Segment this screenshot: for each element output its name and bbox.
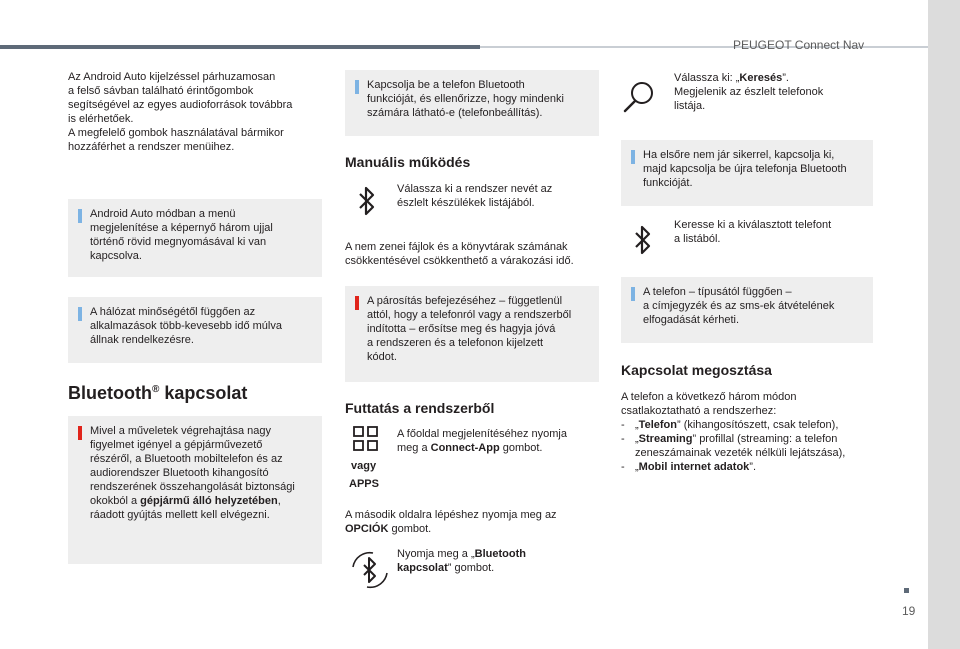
- info-bar: [631, 287, 635, 301]
- list-item: [621, 432, 886, 460]
- list-item-text: [635, 432, 845, 460]
- share-heading: Kapcsolat megosztása: [621, 362, 772, 378]
- btconn-bold: Bluetooth: [474, 548, 526, 560]
- list-item-text: [635, 418, 838, 432]
- run-heading: Futtatás a rendszerből: [345, 400, 495, 416]
- info-line: megjelenítése a képernyő három ujjal: [90, 222, 273, 234]
- note-text: [345, 240, 605, 268]
- warn-line: kódot.: [367, 351, 397, 363]
- info-line: funkcióját.: [643, 177, 693, 189]
- info-box-text: [90, 305, 312, 347]
- apps-grid-icon: [353, 426, 379, 452]
- page2-line: [345, 522, 605, 536]
- btconn-line: [397, 547, 597, 561]
- btconn-bold: kapcsolat: [397, 562, 448, 574]
- run-text: [397, 427, 597, 455]
- warning-box-safety: [68, 416, 322, 564]
- info-line: Android Auto módban a menü: [90, 208, 236, 220]
- bluetooth-icon: [356, 185, 378, 217]
- warn-line: A párosítás befejezéséhez – függetlenül: [367, 295, 563, 307]
- intro-line: a felső sávban található érintőgombok: [68, 85, 254, 97]
- info-line: számára látható-e (telefonbeállítás).: [367, 107, 543, 119]
- run-line: A főoldal megjelenítéséhez nyomja: [397, 428, 567, 440]
- list-dash: -: [621, 461, 625, 473]
- vagy-label: vagy: [351, 460, 377, 472]
- search-line: [674, 71, 874, 85]
- search-line: Megjelenik az észlelt telefonok: [674, 86, 824, 98]
- btconn-text-part: ” gombot.: [447, 562, 495, 574]
- search-line: listája.: [674, 100, 706, 112]
- info-box-bluetooth-on: [345, 70, 599, 136]
- info-line: A telefon – típusától függően –: [643, 286, 792, 298]
- quote: „: [635, 419, 639, 431]
- warn-text: okokból a: [90, 495, 141, 507]
- kereses-label: Keresés: [739, 72, 783, 84]
- header-title: PEUGEOT Connect Nav: [733, 38, 865, 52]
- page2-line: A második oldalra lépéshez nyomja meg az: [345, 509, 557, 521]
- search-icon: [622, 80, 656, 114]
- list-item: [621, 418, 886, 432]
- info-line: kapcsolva.: [90, 250, 142, 262]
- page-number: 19: [902, 604, 916, 618]
- intro-text: [68, 70, 323, 154]
- warn-line: rendszerének összehangolását biztonsági: [90, 481, 295, 493]
- opciok-label: OPCIÓK: [345, 523, 389, 535]
- info-line: A hálózat minőségétől függően az: [90, 306, 256, 318]
- list-item-text: [635, 460, 756, 474]
- warn-line: Mivel a műveletek végrehajtása nagy: [90, 425, 271, 437]
- intro-line: is elérhetőek.: [68, 113, 134, 125]
- info-line: elfogadását kérheti.: [643, 314, 740, 326]
- info-bar: [78, 307, 82, 321]
- manual-text: [397, 182, 597, 210]
- bluetooth-connection-icon: [350, 550, 390, 590]
- info-box-retry: [621, 140, 873, 206]
- info-bar: [78, 209, 82, 223]
- warning-bar: [355, 296, 359, 310]
- intro-line: Az Android Auto kijelzéssel párhuzamosan: [68, 71, 276, 83]
- warn-line: a rendszeren és a telefonon kijelzett: [367, 337, 544, 349]
- btconn-text-part: Nyomja meg a „: [397, 548, 475, 560]
- warn-line: részéről, a Bluetooth mobiltelefon és az: [90, 453, 283, 465]
- bluetooth-heading-text: Bluetooth: [68, 383, 152, 403]
- warn-line: ráadott gyújtás mellett kell elvégezni.: [90, 509, 270, 521]
- info-bar: [631, 150, 635, 164]
- search-text-part: Válassza ki: „: [674, 72, 740, 84]
- share-line: csatlakoztatható a rendszerhez:: [621, 405, 777, 417]
- info-line: Kapcsolja be a telefon Bluetooth: [367, 79, 525, 91]
- list-item: [621, 460, 886, 474]
- warning-box-text: [90, 424, 312, 522]
- list-item-rest: ” profillal (streaming: a telefon: [692, 433, 838, 445]
- run-text-part: gombot.: [499, 442, 543, 454]
- page2-text-part: gombot.: [388, 523, 432, 535]
- intro-line: segítségével az egyes audioforrások továbbra: [68, 99, 293, 111]
- btconn-line: [397, 561, 597, 575]
- select-text: [674, 218, 874, 246]
- info-line: funkcióját, és ellenőrizze, hogy mindenki: [367, 93, 564, 105]
- info-box-text: [90, 207, 312, 263]
- warn-line: attól, hogy a telefonról vagy a rendszerből: [367, 309, 572, 321]
- list-dash: -: [621, 433, 625, 445]
- run-line: [397, 441, 597, 455]
- info-line: a címjegyzék és az sms-ek átvételének: [643, 300, 835, 312]
- info-box-text: [643, 148, 863, 190]
- info-line: alkalmazások több-kevesebb idő múlva: [90, 320, 282, 332]
- manual-line: Válassza ki a rendszer nevét az: [397, 183, 553, 195]
- info-box-contacts: [621, 277, 873, 343]
- warning-bar: [78, 426, 82, 440]
- warn-line: [90, 494, 312, 508]
- info-box-network: [68, 297, 322, 363]
- list-item-rest: ”.: [749, 461, 757, 473]
- info-line: Ha elsőre nem jár sikerrel, kapcsolja ki,: [643, 149, 835, 161]
- quote: „: [635, 433, 639, 445]
- warn-line: audiorendszer Bluetooth kihangosító: [90, 467, 269, 479]
- intro-line: A megfelelő gombok használatával bármikor: [68, 127, 284, 139]
- share-line: A telefon a következő három módon: [621, 391, 797, 403]
- header-line: [0, 45, 480, 49]
- list-item-bold: Streaming: [638, 433, 693, 445]
- info-line: történő rövid megnyomásával ki van: [90, 236, 267, 248]
- btconn-text: [397, 547, 597, 575]
- note-line: csökkentésével csökkenthető a várakozási idő.: [345, 255, 574, 267]
- list-item-rest: zeneszámainak vezeték nélküli lejátszása),: [635, 447, 846, 459]
- list-dash: -: [621, 419, 625, 431]
- page2-text: [345, 508, 605, 536]
- manual-line: észlelt készülékek listájából.: [397, 197, 535, 209]
- search-text-part: ”.: [782, 72, 789, 84]
- info-line: állnak rendelkezésre.: [90, 334, 194, 346]
- bluetooth-icon: [632, 224, 654, 256]
- share-list: [621, 418, 886, 474]
- quote: „: [635, 461, 639, 473]
- warning-box-pairing: [345, 286, 599, 382]
- list-item-bold: Mobil internet adatok: [638, 461, 750, 473]
- info-line: majd kapcsolja be újra telefonja Bluetooth: [643, 163, 847, 175]
- select-line: Keresse ki a kiválasztott telefont: [674, 219, 832, 231]
- warn-emphasis: gépjármű álló helyzetében: [140, 495, 278, 507]
- warning-box-text: [367, 294, 589, 364]
- connect-app-label: Connect-App: [430, 442, 500, 454]
- info-box-text: [643, 285, 863, 327]
- warn-line: indította – erősítse meg és hagyja jóvá: [367, 323, 556, 335]
- list-item-rest: ” (kihangosítószett, csak telefon),: [676, 419, 839, 431]
- select-line: a listából.: [674, 233, 721, 245]
- list-item-bold: Telefon: [638, 419, 677, 431]
- warn-line: figyelmet igényel a gépjárművezető: [90, 439, 263, 451]
- bluetooth-heading-rest: kapcsolat: [159, 383, 248, 403]
- info-bar: [355, 80, 359, 94]
- intro-line: hozzáférhet a rendszer menüihez.: [68, 141, 235, 153]
- apps-label: APPS: [349, 478, 379, 490]
- warn-text: ,: [277, 495, 281, 507]
- page-marker: [904, 588, 909, 593]
- bluetooth-heading: [68, 383, 247, 404]
- manual-heading: Manuális működés: [345, 154, 471, 170]
- side-strip: [928, 0, 960, 649]
- info-box-text: [367, 78, 589, 120]
- search-text: [674, 71, 874, 113]
- note-line: A nem zenei fájlok és a könyvtárak számának: [345, 241, 568, 253]
- info-box-android-menu: [68, 199, 322, 277]
- share-text: [621, 390, 881, 418]
- run-text-part: meg a: [397, 442, 431, 454]
- registered-mark: ®: [151, 384, 160, 395]
